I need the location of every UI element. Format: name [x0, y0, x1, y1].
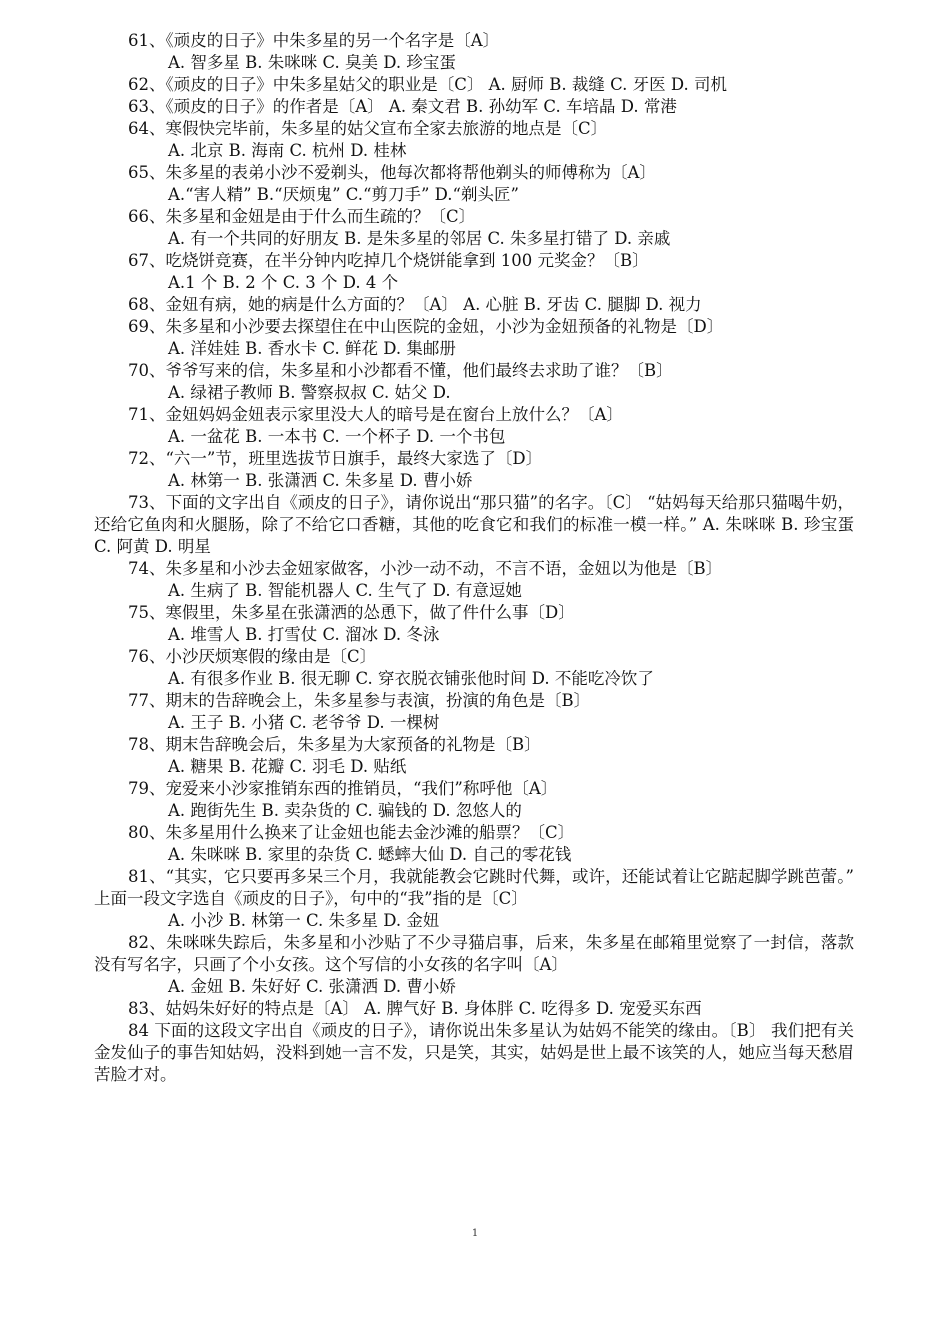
answer-options: A. 一盆花 B. 一本书 C. 一个杯子 D. 一个书包 — [168, 427, 506, 446]
answer-options: A.1 个 B. 2 个 C. 3 个 D. 4 个 — [168, 273, 399, 292]
answer-options: A. 朱咪咪 B. 家里的杂货 C. 蟋蟀大仙 D. 自己的零花钱 — [168, 845, 572, 864]
question-line: 67、吃烧饼竞赛，在半分钟内吃掉几个烧饼能拿到 100 元奖金？〔B〕 — [128, 251, 649, 270]
question-line: 63、《顽皮的日子》的作者是〔A〕 A. 秦文君 B. 孙幼军 C. 车培晶 D. 常港 — [128, 97, 677, 116]
answer-options: A. 小沙 B. 林第一 C. 朱多星 D. 金妞 — [168, 911, 440, 930]
question-line: 78、期末告辞晚会后，朱多星为大家预备的礼物是〔B〕 — [128, 735, 541, 754]
answer-options: A. 智多星 B. 朱咪咪 C. 臭美 D. 珍宝蛋 — [168, 53, 456, 72]
question-line: 70、爷爷写来的信，朱多星和小沙都看不懂，他们最终去求助了谁？〔B〕 — [128, 361, 673, 380]
question-line: 80、朱多星用什么换来了让金妞也能去金沙滩的船票？〔C〕 — [128, 823, 575, 842]
answer-options: A. 绿裙子教师 B. 警察叔叔 C. 姑父 D. — [168, 383, 451, 402]
question-line: 65、朱多星的表弟小沙不爱剃头，他每次都将帮他剃头的师傅称为〔A〕 — [128, 163, 656, 182]
question-line: 77、期末的告辞晚会上，朱多星参与表演，扮演的角色是〔B〕 — [128, 691, 591, 710]
question-line: 76、小沙厌烦寒假的缘由是〔C〕 — [128, 647, 377, 666]
question-line: 61、《顽皮的日子》中朱多星的另一个名字是〔A〕 — [128, 31, 500, 50]
question-line: 81、“其实，它只要再多呆三个月，我就能教会它跳时代舞，或许，还能试着让它踮起脚学跳芭蕾。” 上面一段文字选自《顽皮的日子》，句中的“我”指的是〔C〕 — [94, 867, 854, 908]
answer-options: A. 洋娃娃 B. 香水卡 C. 鲜花 D. 集邮册 — [168, 339, 456, 358]
answer-options: A. 王子 B. 小猪 C. 老爷爷 D. 一棵树 — [168, 713, 440, 732]
answer-options: A. 北京 B. 海南 C. 杭州 D. 桂林 — [168, 141, 407, 160]
question-line: 64、寒假快完毕前，朱多星的姑父宣布全家去旅游的地点是〔C〕 — [128, 119, 608, 138]
question-line: 83、姑妈朱好好的特点是〔A〕 A. 脾气好 B. 身体胖 C. 吃得多 D. 宠爱买东西 — [128, 999, 702, 1018]
page-number: 1 — [471, 1228, 479, 1239]
answer-options: A. 金妞 B. 朱好好 C. 张潇洒 D. 曹小娇 — [168, 977, 456, 996]
question-list — [94, 30, 854, 1086]
question-line: 69、朱多星和小沙要去探望住在中山医院的金妞，小沙为金妞预备的礼物是〔D〕 — [128, 317, 724, 336]
question-line: 82、朱咪咪失踪后，朱多星和小沙贴了不少寻猫启事，后来，朱多星在邮箱里觉察了一封信，落款没有写名字，只画了个小女孩。这个写信的小女孩的名字叫〔A〕 — [94, 933, 854, 974]
question-line: 75、寒假里，朱多星在张潇洒的怂恿下，做了件什么事〔D〕 — [128, 603, 575, 622]
question-line: 62、《顽皮的日子》中朱多星姑父的职业是〔C〕 A. 厨师 B. 裁缝 C. 牙医 D. 司机 — [128, 75, 728, 94]
question-line: 79、宠爱来小沙家推销东西的推销员，“我们”称呼他〔A〕 — [128, 779, 558, 798]
answer-options: A. 有一个共同的好朋友 B. 是朱多星的邻居 C. 朱多星打错了 D. 亲戚 — [168, 229, 671, 248]
answer-options: A.“害人精” B.“厌烦鬼” C.“剪刀手” D.“剃头匠” — [168, 185, 519, 204]
question-line: 73、下面的文字出自《顽皮的日子》，请你说出“那只猫”的名字。〔C〕 “姑妈每天给那只猫喝牛奶，还给它鱼肉和火腿肠，除了不给它口香糖，其他的吃食它和我们的标准一模一样。” A. 朱咪咪 B. 珍宝蛋 C. 阿黄 D. 明星 — [94, 493, 854, 556]
question-line: 74、朱多星和小沙去金妞家做客，小沙一动不动，不言不语，金妞以为他是〔B〕 — [128, 559, 723, 578]
question-line: 68、金妞有病，她的病是什么方面的？〔A〕 A. 心脏 B. 牙齿 C. 腿脚 D. 视力 — [128, 295, 702, 314]
answer-options: A. 跑街先生 B. 卖杂货的 C. 骗钱的 D. 忽悠人的 — [168, 801, 522, 820]
question-line: 72、“六一”节，班里选拔节日旗手，最终大家选了〔D〕 — [128, 449, 543, 468]
question-line: 84 下面的这段文字出自《顽皮的日子》，请你说出朱多星认为姑妈不能笑的缘由。〔B〕 我们把有关金发仙子的事告知姑妈，没料到她一言不发，只是笑，其实，姑妈是世上最不该笑的人，她应当每天愁眉苦脸才对。 — [94, 1021, 854, 1084]
answer-options: A. 糖果 B. 花瓣 C. 羽毛 D. 贴纸 — [168, 757, 407, 776]
answer-options: A. 堆雪人 B. 打雪仗 C. 溜冰 D. 冬泳 — [168, 625, 440, 644]
question-line: 71、金妞妈妈金妞表示家里没大人的暗号是在窗台上放什么？〔A〕 — [128, 405, 623, 424]
answer-options: A. 生病了 B. 智能机器人 C. 生气了 D. 有意逗她 — [168, 581, 522, 600]
answer-options: A. 有很多作业 B. 很无聊 C. 穿衣脱衣铺张他时间 D. 不能吃冷饮了 — [168, 669, 654, 688]
answer-options: A. 林第一 B. 张潇洒 C. 朱多星 D. 曹小娇 — [168, 471, 473, 490]
question-line: 66、朱多星和金妞是由于什么而生疏的？〔C〕 — [128, 207, 476, 226]
